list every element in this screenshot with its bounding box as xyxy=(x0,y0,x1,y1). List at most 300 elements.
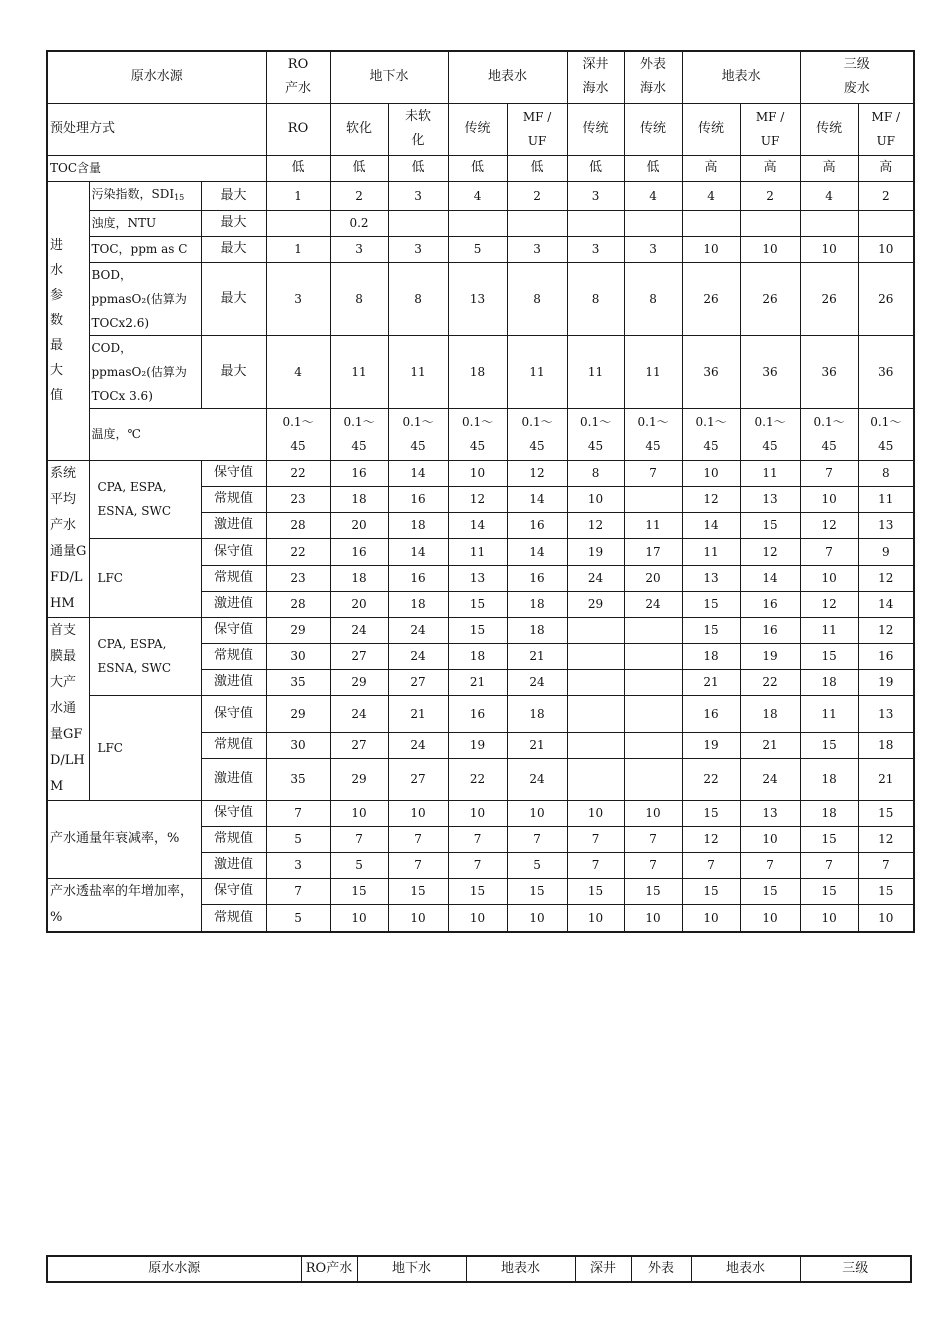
inlet-row-1 xyxy=(47,210,914,236)
lead-flux-value-0-0-9: 11 xyxy=(800,617,858,643)
toc-level-8: 高 xyxy=(740,155,800,181)
lead-flux-value-0-1-9: 15 xyxy=(800,643,858,669)
inlet-value-4-8: 36 xyxy=(740,335,800,408)
inlet-value-2-8: 10 xyxy=(740,236,800,262)
flux-decline-value-1-2: 7 xyxy=(388,826,448,852)
salt-passage-value-1-0: 5 xyxy=(266,905,330,932)
lead-flux-value-0-0-2: 24 xyxy=(388,617,448,643)
lead-flux-value-1-2-8: 24 xyxy=(740,758,800,800)
inlet-value-3-5: 8 xyxy=(567,262,624,335)
inlet-param-label-3: BOD，ppmasO₂(估算为TOCx2.6) xyxy=(89,262,201,335)
avg-flux-value-0-0-0: 22 xyxy=(266,460,330,486)
lead-flux-value-1-2-2: 27 xyxy=(388,758,448,800)
footer-cell-ro: RO产水 xyxy=(301,1256,357,1282)
flux-decline-value-2-5: 7 xyxy=(567,852,624,878)
lead-flux-value-1-0-2: 21 xyxy=(388,695,448,732)
inlet-value-1-9 xyxy=(800,210,858,236)
inlet-row-3 xyxy=(47,262,914,335)
avg-flux-value-1-0-9: 7 xyxy=(800,538,858,565)
lead-flux-value-1-2-0: 35 xyxy=(266,758,330,800)
salt-passage-value-1-2: 10 xyxy=(388,905,448,932)
temp-range-6: 0.1～ 45 xyxy=(624,408,682,460)
flux-decline-value-1-1: 7 xyxy=(330,826,388,852)
avg-flux-value-0-0-9: 7 xyxy=(800,460,858,486)
inlet-value-2-6: 3 xyxy=(624,236,682,262)
avg-flux-value-1-0-6: 17 xyxy=(624,538,682,565)
avg-flux-value-1-0-0: 22 xyxy=(266,538,330,565)
flux-decline-value-1-6: 7 xyxy=(624,826,682,852)
repeated-header-table xyxy=(46,1255,912,1283)
inlet-value-2-10: 10 xyxy=(858,236,914,262)
avg-flux-value-0-1-4: 14 xyxy=(507,486,567,512)
lead-flux-level-1-1: 常规值 xyxy=(201,732,266,758)
inlet-value-3-3: 13 xyxy=(448,262,507,335)
lead-flux-value-1-1-0: 30 xyxy=(266,732,330,758)
flux-decline-value-0-7: 15 xyxy=(682,800,740,826)
lead-flux-value-1-2-3: 22 xyxy=(448,758,507,800)
inlet-value-0-0: 1 xyxy=(266,181,330,210)
footer-cell-source: 原水水源 xyxy=(47,1256,301,1282)
lead-flux-value-0-1-4: 21 xyxy=(507,643,567,669)
inlet-value-2-7: 10 xyxy=(682,236,740,262)
lead-flux-value-1-2-10: 21 xyxy=(858,758,914,800)
flux-decline-value-1-3: 7 xyxy=(448,826,507,852)
lead-flux-value-1-1-10: 18 xyxy=(858,732,914,758)
lead-flux-value-0-2-9: 18 xyxy=(800,669,858,695)
avg-flux-row-1-0 xyxy=(47,538,914,565)
source-open-sea: 外表 海水 xyxy=(624,51,682,103)
lead-flux-value-1-2-9: 18 xyxy=(800,758,858,800)
inlet-row-0 xyxy=(47,181,914,210)
avg-flux-value-1-2-7: 15 xyxy=(682,591,740,617)
avg-flux-value-1-1-6: 20 xyxy=(624,565,682,591)
flux-decline-value-0-8: 13 xyxy=(740,800,800,826)
inlet-value-2-5: 3 xyxy=(567,236,624,262)
toc-level-9: 高 xyxy=(800,155,858,181)
inlet-value-1-8 xyxy=(740,210,800,236)
lead-flux-value-0-2-2: 27 xyxy=(388,669,448,695)
avg-flux-value-0-0-10: 8 xyxy=(858,460,914,486)
avg-flux-value-0-0-7: 10 xyxy=(682,460,740,486)
inlet-value-0-10: 2 xyxy=(858,181,914,210)
pretreatment-3: 传统 xyxy=(448,103,507,155)
lead-flux-value-0-1-1: 27 xyxy=(330,643,388,669)
salt-passage-value-1-4: 10 xyxy=(507,905,567,932)
lead-flux-value-0-1-7: 18 xyxy=(682,643,740,669)
inlet-value-0-2: 3 xyxy=(388,181,448,210)
inlet-row-4 xyxy=(47,335,914,408)
salt-passage-value-1-3: 10 xyxy=(448,905,507,932)
flux-decline-value-2-8: 7 xyxy=(740,852,800,878)
source-ro: RO 产水 xyxy=(266,51,330,103)
salt-passage-value-0-8: 15 xyxy=(740,878,800,905)
pretreatment-2: 未软 化 xyxy=(388,103,448,155)
avg-flux-value-1-2-1: 20 xyxy=(330,591,388,617)
lead-flux-value-0-2-10: 19 xyxy=(858,669,914,695)
avg-flux-value-1-1-3: 13 xyxy=(448,565,507,591)
inlet-value-2-4: 3 xyxy=(507,236,567,262)
lead-flux-value-1-2-6 xyxy=(624,758,682,800)
salt-passage-value-0-1: 15 xyxy=(330,878,388,905)
lead-flux-value-1-1-7: 19 xyxy=(682,732,740,758)
inlet-value-1-7 xyxy=(682,210,740,236)
flux-decline-level-0: 保守值 xyxy=(201,800,266,826)
inlet-value-3-7: 26 xyxy=(682,262,740,335)
avg-flux-value-0-1-3: 12 xyxy=(448,486,507,512)
avg-flux-value-1-2-10: 14 xyxy=(858,591,914,617)
salt-passage-row-0 xyxy=(47,878,914,905)
toc-level-10: 高 xyxy=(858,155,914,181)
inlet-value-1-4 xyxy=(507,210,567,236)
avg-flux-value-1-1-5: 24 xyxy=(567,565,624,591)
inlet-max-label-1: 最大 xyxy=(201,210,266,236)
salt-passage-value-1-8: 10 xyxy=(740,905,800,932)
temp-range-3: 0.1～ 45 xyxy=(448,408,507,460)
lead-flux-value-0-1-3: 18 xyxy=(448,643,507,669)
temp-range-7: 0.1～ 45 xyxy=(682,408,740,460)
lead-flux-value-0-1-0: 30 xyxy=(266,643,330,669)
toc-level-6: 低 xyxy=(624,155,682,181)
avg-flux-value-0-2-9: 12 xyxy=(800,512,858,538)
avg-flux-value-0-1-10: 11 xyxy=(858,486,914,512)
avg-flux-value-1-1-2: 16 xyxy=(388,565,448,591)
flux-decline-value-2-4: 5 xyxy=(507,852,567,878)
inlet-value-2-3: 5 xyxy=(448,236,507,262)
source-surface-2: 地表水 xyxy=(682,51,800,103)
lead-flux-value-0-2-7: 21 xyxy=(682,669,740,695)
temp-range-1: 0.1～ 45 xyxy=(330,408,388,460)
avg-flux-value-1-2-2: 18 xyxy=(388,591,448,617)
footer-cell-surface-2: 地表水 xyxy=(691,1256,800,1282)
lead-flux-value-1-1-4: 21 xyxy=(507,732,567,758)
avg-flux-value-1-0-2: 14 xyxy=(388,538,448,565)
avg-flux-value-0-1-1: 18 xyxy=(330,486,388,512)
avg-flux-value-1-1-9: 10 xyxy=(800,565,858,591)
avg-flux-value-1-2-4: 18 xyxy=(507,591,567,617)
flux-decline-value-1-4: 7 xyxy=(507,826,567,852)
avg-flux-value-1-1-10: 12 xyxy=(858,565,914,591)
toc-label: TOC含量 xyxy=(47,155,266,181)
salt-passage-value-1-9: 10 xyxy=(800,905,858,932)
source-tertiary-waste: 三级 废水 xyxy=(800,51,914,103)
footer-cell-tertiary: 三级 xyxy=(800,1256,911,1282)
lead-flux-row-1-0 xyxy=(47,695,914,732)
inlet-value-4-3: 18 xyxy=(448,335,507,408)
avg-flux-label: 系统平均产水通量GFD/LHM xyxy=(47,460,89,617)
footer-cell-surface: 地表水 xyxy=(466,1256,575,1282)
lead-flux-value-0-1-10: 16 xyxy=(858,643,914,669)
salt-passage-value-0-5: 15 xyxy=(567,878,624,905)
temp-range-0: 0.1～ 45 xyxy=(266,408,330,460)
flux-decline-value-0-2: 10 xyxy=(388,800,448,826)
avg-flux-level-0-2: 激进值 xyxy=(201,512,266,538)
avg-flux-value-0-2-0: 28 xyxy=(266,512,330,538)
inlet-value-3-1: 8 xyxy=(330,262,388,335)
avg-flux-row-0-0 xyxy=(47,460,914,486)
flux-decline-value-0-0: 7 xyxy=(266,800,330,826)
flux-decline-value-1-9: 15 xyxy=(800,826,858,852)
pretreatment-1: 软化 xyxy=(330,103,388,155)
flux-decline-value-2-2: 7 xyxy=(388,852,448,878)
lead-flux-value-0-1-5 xyxy=(567,643,624,669)
salt-passage-value-0-6: 15 xyxy=(624,878,682,905)
lead-flux-value-0-2-6 xyxy=(624,669,682,695)
toc-level-2: 低 xyxy=(388,155,448,181)
salt-passage-value-0-3: 15 xyxy=(448,878,507,905)
footer-header-row xyxy=(47,1256,911,1282)
lead-flux-value-1-1-3: 19 xyxy=(448,732,507,758)
inlet-value-3-0: 3 xyxy=(266,262,330,335)
avg-flux-value-0-2-10: 13 xyxy=(858,512,914,538)
avg-flux-level-1-0: 保守值 xyxy=(201,538,266,565)
salt-passage-value-1-5: 10 xyxy=(567,905,624,932)
salt-passage-value-0-10: 15 xyxy=(858,878,914,905)
flux-decline-value-2-6: 7 xyxy=(624,852,682,878)
avg-flux-value-0-2-6: 11 xyxy=(624,512,682,538)
lead-flux-value-0-2-0: 35 xyxy=(266,669,330,695)
flux-decline-level-2: 激进值 xyxy=(201,852,266,878)
lead-flux-value-1-0-10: 13 xyxy=(858,695,914,732)
inlet-value-4-5: 11 xyxy=(567,335,624,408)
lead-flux-value-1-1-6 xyxy=(624,732,682,758)
flux-decline-value-0-6: 10 xyxy=(624,800,682,826)
avg-flux-level-1-2: 激进值 xyxy=(201,591,266,617)
inlet-value-2-0: 1 xyxy=(266,236,330,262)
temp-range-9: 0.1～ 45 xyxy=(800,408,858,460)
flux-decline-label: 产水通量年衰减率，% xyxy=(47,800,201,878)
inlet-value-4-7: 36 xyxy=(682,335,740,408)
flux-decline-value-2-0: 3 xyxy=(266,852,330,878)
salt-passage-value-1-7: 10 xyxy=(682,905,740,932)
salt-passage-value-0-9: 15 xyxy=(800,878,858,905)
avg-flux-value-0-0-6: 7 xyxy=(624,460,682,486)
inlet-value-0-6: 4 xyxy=(624,181,682,210)
salt-passage-value-1-10: 10 xyxy=(858,905,914,932)
lead-flux-value-1-0-6 xyxy=(624,695,682,732)
inlet-param-label-4: COD，ppmasO₂(估算为TOCx 3.6) xyxy=(89,335,201,408)
lead-flux-value-0-2-4: 24 xyxy=(507,669,567,695)
inlet-value-1-0 xyxy=(266,210,330,236)
inlet-value-3-10: 26 xyxy=(858,262,914,335)
avg-flux-value-1-1-4: 16 xyxy=(507,565,567,591)
avg-flux-value-0-0-8: 11 xyxy=(740,460,800,486)
inlet-value-0-1: 2 xyxy=(330,181,388,210)
avg-flux-value-0-2-5: 12 xyxy=(567,512,624,538)
inlet-value-0-4: 2 xyxy=(507,181,567,210)
flux-decline-value-0-3: 10 xyxy=(448,800,507,826)
avg-flux-value-1-0-5: 19 xyxy=(567,538,624,565)
salt-passage-value-1-1: 10 xyxy=(330,905,388,932)
avg-flux-value-1-0-3: 11 xyxy=(448,538,507,565)
avg-flux-value-0-0-5: 8 xyxy=(567,460,624,486)
avg-flux-value-0-2-2: 18 xyxy=(388,512,448,538)
avg-flux-value-1-2-0: 28 xyxy=(266,591,330,617)
avg-flux-value-0-1-5: 10 xyxy=(567,486,624,512)
avg-flux-value-0-0-4: 12 xyxy=(507,460,567,486)
inlet-value-4-10: 36 xyxy=(858,335,914,408)
avg-flux-value-1-1-1: 18 xyxy=(330,565,388,591)
pretreatment-9: 传统 xyxy=(800,103,858,155)
lead-flux-label: 首支膜最大产水通量GFD/LHM xyxy=(47,617,89,800)
inlet-max-label-2: 最大 xyxy=(201,236,266,262)
inlet-value-4-9: 36 xyxy=(800,335,858,408)
pretreatment-label: 预处理方式 xyxy=(47,103,266,155)
toc-level-4: 低 xyxy=(507,155,567,181)
flux-decline-level-1: 常规值 xyxy=(201,826,266,852)
lead-flux-value-0-1-8: 19 xyxy=(740,643,800,669)
lead-flux-value-1-1-5 xyxy=(567,732,624,758)
inlet-value-1-2 xyxy=(388,210,448,236)
avg-flux-value-1-2-6: 24 xyxy=(624,591,682,617)
avg-flux-membrane-1: LFC xyxy=(89,538,201,617)
inlet-value-3-4: 8 xyxy=(507,262,567,335)
flux-decline-row-0 xyxy=(47,800,914,826)
lead-flux-value-1-1-2: 24 xyxy=(388,732,448,758)
lead-flux-value-0-2-3: 21 xyxy=(448,669,507,695)
lead-flux-level-0-1: 常规值 xyxy=(201,643,266,669)
inlet-value-1-6 xyxy=(624,210,682,236)
avg-flux-value-1-0-1: 16 xyxy=(330,538,388,565)
toc-level-row xyxy=(47,155,914,181)
source-header: 原水水源 xyxy=(47,51,266,103)
lead-flux-value-1-1-8: 21 xyxy=(740,732,800,758)
avg-flux-value-1-1-8: 14 xyxy=(740,565,800,591)
lead-flux-value-0-0-4: 18 xyxy=(507,617,567,643)
temp-label: 温度，℃ xyxy=(89,408,266,460)
pretreatment-6: 传统 xyxy=(624,103,682,155)
salt-passage-value-0-0: 7 xyxy=(266,878,330,905)
pretreatment-0: RO xyxy=(266,103,330,155)
flux-decline-value-1-10: 12 xyxy=(858,826,914,852)
lead-flux-value-1-0-9: 11 xyxy=(800,695,858,732)
inlet-value-4-2: 11 xyxy=(388,335,448,408)
avg-flux-value-0-2-7: 14 xyxy=(682,512,740,538)
temp-range-4: 0.1～ 45 xyxy=(507,408,567,460)
flux-decline-value-1-8: 10 xyxy=(740,826,800,852)
pretreatment-10: MF / UF xyxy=(858,103,914,155)
flux-decline-value-2-7: 7 xyxy=(682,852,740,878)
pretreatment-8: MF / UF xyxy=(740,103,800,155)
inlet-value-0-3: 4 xyxy=(448,181,507,210)
inlet-param-label-0: 污染指数，$SDI_{15}$ xyxy=(89,181,201,210)
avg-flux-value-0-1-2: 16 xyxy=(388,486,448,512)
lead-flux-level-0-0: 保守值 xyxy=(201,617,266,643)
inlet-max-label-4: 最大 xyxy=(201,335,266,408)
avg-flux-value-0-1-0: 23 xyxy=(266,486,330,512)
avg-flux-value-1-0-7: 11 xyxy=(682,538,740,565)
salt-passage-level-1: 常规值 xyxy=(201,905,266,932)
lead-flux-value-0-0-10: 12 xyxy=(858,617,914,643)
avg-flux-value-0-0-3: 10 xyxy=(448,460,507,486)
lead-flux-value-1-0-5 xyxy=(567,695,624,732)
flux-decline-value-2-10: 7 xyxy=(858,852,914,878)
inlet-value-2-1: 3 xyxy=(330,236,388,262)
lead-flux-value-0-1-2: 24 xyxy=(388,643,448,669)
pretreatment-5: 传统 xyxy=(567,103,624,155)
flux-decline-value-2-9: 7 xyxy=(800,852,858,878)
pretreatment-4: MF / UF xyxy=(507,103,567,155)
avg-flux-value-1-2-3: 15 xyxy=(448,591,507,617)
avg-flux-level-0-1: 常规值 xyxy=(201,486,266,512)
lead-flux-value-1-1-9: 15 xyxy=(800,732,858,758)
lead-flux-value-1-0-1: 24 xyxy=(330,695,388,732)
pretreatment-7: 传统 xyxy=(682,103,740,155)
lead-flux-value-0-2-5 xyxy=(567,669,624,695)
inlet-value-0-7: 4 xyxy=(682,181,740,210)
flux-decline-value-0-10: 15 xyxy=(858,800,914,826)
inlet-value-0-5: 3 xyxy=(567,181,624,210)
avg-flux-value-0-1-8: 13 xyxy=(740,486,800,512)
lead-flux-value-1-0-7: 16 xyxy=(682,695,740,732)
pretreatment-row xyxy=(47,103,914,155)
temp-range-5: 0.1～ 45 xyxy=(567,408,624,460)
lead-flux-value-0-1-6 xyxy=(624,643,682,669)
inlet-value-0-8: 2 xyxy=(740,181,800,210)
water-source-design-table xyxy=(46,50,915,933)
avg-flux-value-0-2-8: 15 xyxy=(740,512,800,538)
inlet-value-3-9: 26 xyxy=(800,262,858,335)
lead-flux-level-1-0: 保守值 xyxy=(201,695,266,732)
lead-flux-value-1-0-4: 18 xyxy=(507,695,567,732)
salt-passage-label: 产水透盐率的年增加率，% xyxy=(47,878,201,932)
toc-level-0: 低 xyxy=(266,155,330,181)
avg-flux-membrane-0: CPA, ESPA, ESNA, SWC xyxy=(89,460,201,538)
source-groundwater: 地下水 xyxy=(330,51,448,103)
toc-level-1: 低 xyxy=(330,155,388,181)
lead-flux-value-0-0-3: 15 xyxy=(448,617,507,643)
inlet-value-4-1: 11 xyxy=(330,335,388,408)
inlet-max-label-3: 最大 xyxy=(201,262,266,335)
lead-flux-membrane-0: CPA, ESPA, ESNA, SWC xyxy=(89,617,201,695)
footer-cell-open-sea: 外表 xyxy=(631,1256,691,1282)
inlet-value-1-5 xyxy=(567,210,624,236)
lead-flux-value-1-1-1: 27 xyxy=(330,732,388,758)
salt-passage-value-0-4: 15 xyxy=(507,878,567,905)
avg-flux-value-0-2-4: 16 xyxy=(507,512,567,538)
flux-decline-value-1-5: 7 xyxy=(567,826,624,852)
inlet-value-4-6: 11 xyxy=(624,335,682,408)
inlet-value-1-10 xyxy=(858,210,914,236)
avg-flux-value-0-2-1: 20 xyxy=(330,512,388,538)
toc-level-7: 高 xyxy=(682,155,740,181)
lead-flux-value-0-0-6 xyxy=(624,617,682,643)
footer-cell-deepwell: 深井 xyxy=(575,1256,631,1282)
lead-flux-membrane-1: LFC xyxy=(89,695,201,800)
avg-flux-value-0-1-9: 10 xyxy=(800,486,858,512)
lead-flux-value-0-0-1: 24 xyxy=(330,617,388,643)
avg-flux-value-1-0-4: 14 xyxy=(507,538,567,565)
avg-flux-value-0-0-1: 16 xyxy=(330,460,388,486)
inlet-value-0-9: 4 xyxy=(800,181,858,210)
avg-flux-value-0-1-7: 12 xyxy=(682,486,740,512)
lead-flux-value-0-0-8: 16 xyxy=(740,617,800,643)
lead-flux-value-0-0-5 xyxy=(567,617,624,643)
temp-range-2: 0.1～ 45 xyxy=(388,408,448,460)
flux-decline-value-0-9: 18 xyxy=(800,800,858,826)
header-source-row xyxy=(47,51,914,103)
inlet-max-label-0: 最大 xyxy=(201,181,266,210)
flux-decline-value-0-5: 10 xyxy=(567,800,624,826)
inlet-param-label-1: 浊度，NTU xyxy=(89,210,201,236)
lead-flux-value-1-0-3: 16 xyxy=(448,695,507,732)
avg-flux-level-1-1: 常规值 xyxy=(201,565,266,591)
inlet-value-3-2: 8 xyxy=(388,262,448,335)
flux-decline-value-1-0: 5 xyxy=(266,826,330,852)
inlet-value-4-0: 4 xyxy=(266,335,330,408)
flux-decline-value-2-3: 7 xyxy=(448,852,507,878)
avg-flux-value-0-2-3: 14 xyxy=(448,512,507,538)
lead-flux-value-0-0-7: 15 xyxy=(682,617,740,643)
